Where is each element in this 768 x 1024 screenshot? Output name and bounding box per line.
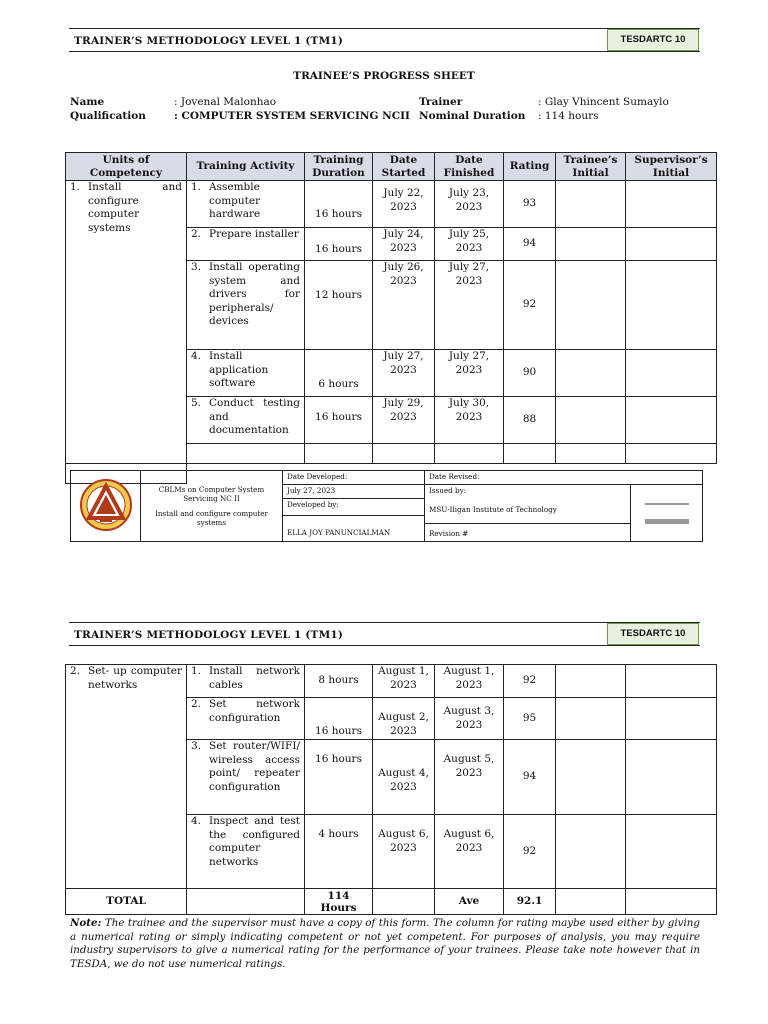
module-title: CBLMs on Computer System Servicing NC II <box>158 485 265 503</box>
duration-cell <box>305 444 373 464</box>
issued-by-cell <box>425 485 631 542</box>
supervisor-initial-cell <box>626 665 717 698</box>
rating-cell: 92 <box>504 665 556 698</box>
date-finished-cell: July 30, 2023 <box>435 397 504 444</box>
trainee-initial-cell <box>556 815 626 889</box>
header-top-line-page2 <box>69 622 700 623</box>
trainee-initial-cell <box>556 698 626 740</box>
date-finished-cell: July 27, 2023 <box>435 350 504 397</box>
unit-cell: 2. Set- up computer networks <box>66 665 187 889</box>
sheet-title: TRAINEE’S PROGRESS SHEET <box>293 70 475 82</box>
supervisor-initial-cell <box>626 350 717 397</box>
header-top-line <box>69 28 700 29</box>
activity-cell <box>187 444 305 464</box>
supervisor-initial-cell <box>626 698 717 740</box>
date-started-cell <box>373 444 435 464</box>
average-label: Ave <box>435 889 504 915</box>
total-row <box>66 889 717 915</box>
issued-by-label: Issued by: <box>429 486 467 495</box>
duration-cell: 8 hours <box>305 665 373 698</box>
supervisor-initial-cell <box>626 815 717 889</box>
total-hours: 114 Hours <box>305 889 373 915</box>
col-header-trainee-initial: Trainee’s Initial <box>556 153 626 181</box>
trainee-initial-cell <box>556 350 626 397</box>
activity-cell: 4. Install application software <box>187 350 305 397</box>
trainer-label: Trainer <box>419 96 463 108</box>
activity-cell: 4. Inspect and test the configured computer networks <box>187 815 305 889</box>
unit-name: Set- up computer networks <box>88 665 182 691</box>
total-label: TOTAL <box>66 889 187 915</box>
developer-name: ELLA JOY PANUNCIALMAN <box>287 528 391 537</box>
trainee-initial-cell <box>556 444 626 464</box>
trainer-value: : Glay Vhincent Sumaylo <box>538 96 669 108</box>
institution-seal-icon <box>78 475 134 535</box>
header-tag-page2: TESDARTC 10 <box>607 623 699 645</box>
module-unit: Install and configure computer systems <box>155 509 268 527</box>
header-bottom-line-page2 <box>69 645 700 646</box>
activity-cell: 2. Set network configuration <box>187 698 305 740</box>
col-header-finished: Date Finished <box>435 153 504 181</box>
supervisor-initial-cell <box>626 444 717 464</box>
header-title-page2: TRAINER’S METHODOLOGY LEVEL 1 (TM1) <box>74 629 344 641</box>
date-started-cell: July 24, 2023 <box>373 228 435 261</box>
rating-cell: 92 <box>504 815 556 889</box>
rating-cell: 88 <box>504 397 556 444</box>
table-row <box>66 181 717 228</box>
rating-cell <box>504 444 556 464</box>
progress-table-2 <box>65 664 717 915</box>
date-finished-cell: July 23, 2023 <box>435 181 504 228</box>
date-finished-cell <box>435 444 504 464</box>
trainee-initial-cell <box>556 740 626 815</box>
duration-cell: 16 hours <box>305 181 373 228</box>
total-blank <box>556 889 626 915</box>
average-value: 92.1 <box>504 889 556 915</box>
date-revised-label: Date Revised: <box>425 471 703 485</box>
col-header-activity: Training Activity <box>187 153 305 181</box>
name-label: Name <box>70 96 105 108</box>
qualification-label: Qualification <box>70 110 146 122</box>
date-started-cell: August 1, 2023 <box>373 665 435 698</box>
supervisor-initial-cell <box>626 261 717 350</box>
date-finished-cell: August 5, 2023 <box>435 740 504 815</box>
rating-cell: 93 <box>504 181 556 228</box>
logo-cell <box>71 471 141 542</box>
supervisor-initial-cell <box>626 740 717 815</box>
date-started-cell: July 29, 2023 <box>373 397 435 444</box>
total-blank <box>373 889 435 915</box>
duration-cell: 12 hours <box>305 261 373 350</box>
supervisor-initial-cell <box>626 181 717 228</box>
duration-cell: 4 hours <box>305 815 373 889</box>
date-developed-value: July 27, 2023 <box>283 485 425 499</box>
rating-cell: 95 <box>504 698 556 740</box>
duration-cell: 16 hours <box>305 228 373 261</box>
header-title: TRAINER’S METHODOLOGY LEVEL 1 (TM1) <box>74 35 344 47</box>
note-label: Note: <box>70 917 102 929</box>
issuer-name: MSU-Iligan Institute of Technology <box>425 499 630 524</box>
col-header-units: Units of Competency <box>66 153 187 181</box>
supervisor-initial-cell <box>626 397 717 444</box>
activity-cell: 3. Set router/WIFI/ wireless access point/ repeater configuration <box>187 740 305 815</box>
duration-cell: 6 hours <box>305 350 373 397</box>
trainee-initial-cell <box>556 665 626 698</box>
module-cell <box>141 471 283 542</box>
note-text: The trainee and the supervisor must have a copy of this form. The column for rating maybe used either by giving a numerical rating or simply indicating competent or not yet competent. For purposes of analysis, you may require industry supervisors to give a numerical rating for the performance of your trainees. Please take note however that in TESDA, we do not use numerical ratings. <box>70 917 700 970</box>
trainee-initial-cell <box>556 181 626 228</box>
header-tag: TESDARTC 10 <box>607 29 699 51</box>
date-developed-label: Date Developed: <box>283 471 425 485</box>
date-finished-cell: August 6, 2023 <box>435 815 504 889</box>
developed-by-label: Developed by: <box>283 499 424 516</box>
date-started-cell: July 22, 2023 <box>373 181 435 228</box>
col-header-started: Date Started <box>373 153 435 181</box>
duration-cell: 16 hours <box>305 740 373 815</box>
revision-label: Revision # <box>429 529 469 538</box>
note-paragraph <box>70 917 700 971</box>
total-blank <box>187 889 305 915</box>
duration-cell: 16 hours <box>305 698 373 740</box>
table-header-row <box>66 153 717 181</box>
date-finished-cell: July 25, 2023 <box>435 228 504 261</box>
supervisor-initial-cell <box>626 228 717 261</box>
rating-cell: 90 <box>504 350 556 397</box>
date-started-cell: August 6, 2023 <box>373 815 435 889</box>
date-started-cell: August 4, 2023 <box>373 740 435 815</box>
trainee-initial-cell <box>556 397 626 444</box>
document-footer <box>70 470 703 542</box>
total-blank <box>626 889 717 915</box>
trainee-initial-cell <box>556 261 626 350</box>
revision-bar-icon <box>645 519 689 524</box>
qualification-value: : COMPUTER SYSTEM SERVICING NCII <box>174 110 410 122</box>
date-started-cell: July 26, 2023 <box>373 261 435 350</box>
table-row <box>66 665 717 698</box>
unit-name: Install and configure computer systems <box>88 181 182 234</box>
date-finished-cell: August 1, 2023 <box>435 665 504 698</box>
duration-label: Nominal Duration <box>419 110 526 122</box>
revision-marks <box>631 485 703 542</box>
activity-cell: 5. Conduct testing and documentation <box>187 397 305 444</box>
date-finished-cell: July 27, 2023 <box>435 261 504 350</box>
activity-cell: 1. Assemble computer hardware <box>187 181 305 228</box>
header-bottom-line <box>69 51 700 52</box>
unit-cell: 1. Install and configure computer systems <box>66 181 187 464</box>
revision-line-icon <box>645 503 689 505</box>
date-started-cell: August 2, 2023 <box>373 698 435 740</box>
activity-cell: 2. Prepare installer <box>187 228 305 261</box>
duration-value: : 114 hours <box>538 110 599 122</box>
developed-by-cell <box>283 499 425 542</box>
col-header-supervisor-initial: Supervisor’s Initial <box>626 153 717 181</box>
rating-cell: 92 <box>504 261 556 350</box>
activity-cell: 1. Install network cables <box>187 665 305 698</box>
date-started-cell: July 27, 2023 <box>373 350 435 397</box>
date-finished-cell: August 3, 2023 <box>435 698 504 740</box>
trainee-initial-cell <box>556 228 626 261</box>
duration-cell: 16 hours <box>305 397 373 444</box>
name-value: : Jovenal Malonhao <box>174 96 277 108</box>
rating-cell: 94 <box>504 740 556 815</box>
col-header-duration: Training Duration <box>305 153 373 181</box>
activity-cell: 3. Install operating system and drivers for peripherals/ devices <box>187 261 305 350</box>
progress-table-1 <box>65 152 717 484</box>
rating-cell: 94 <box>504 228 556 261</box>
col-header-rating: Rating <box>504 153 556 181</box>
